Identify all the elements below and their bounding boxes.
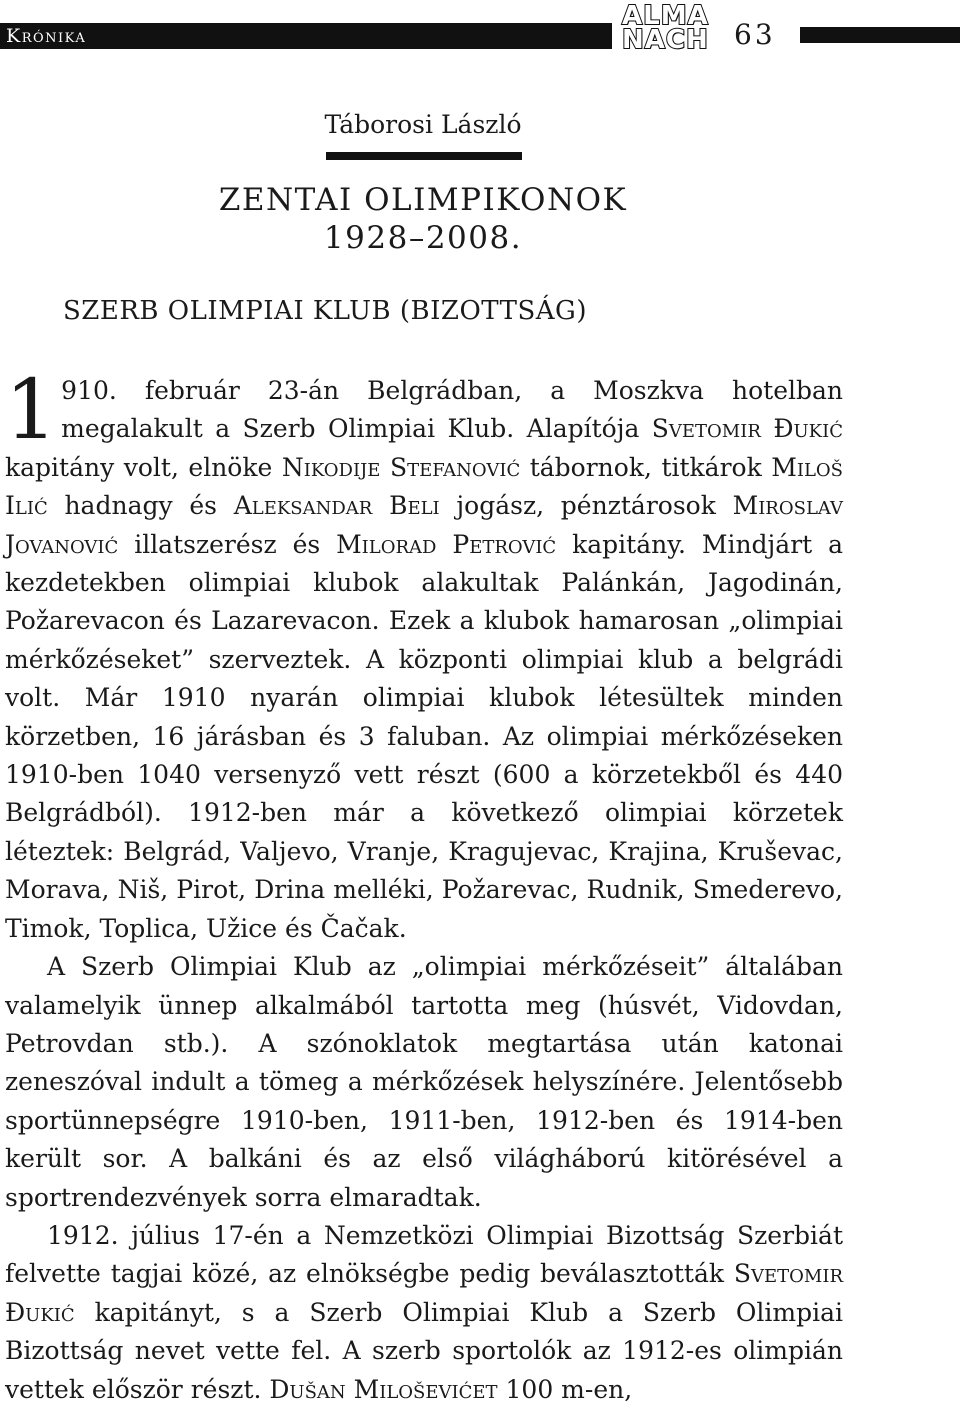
author-rule	[326, 152, 522, 160]
paragraph-3-text: 1912. július 17-én a Nemzetközi Olimpiai Bizottság Szerbiát felvette tagjai közé, az elnökségbe pedig beválasztották	[5, 1220, 843, 1289]
person-name: Miloš Ilić	[5, 452, 844, 521]
paragraph-1-text: hadnagy és	[47, 491, 234, 521]
person-name: Svetomir Đukić	[5, 1259, 843, 1327]
person-name: Nikodije Stefanović	[281, 452, 521, 482]
paragraph-1-text: 910. február 23-án Belgrádban, a Moszkva hotelban megalakult a Szerb Olimpiai Klub. Alapítója	[61, 376, 843, 444]
drop-cap: 1	[5, 363, 58, 458]
person-name: Dušan Miloševićet	[269, 1374, 498, 1404]
header-bar-right	[800, 27, 960, 43]
paragraph-2: A Szerb Olimpiai Klub az „olimpiai mérkőzéseit” általában valamelyik ünnep alkalmából tartotta meg (húsvét, Vidovdan, Petrovdan stb.). A szónoklatok megtartása után katonai zeneszóval indult a tömeg a mérkőzések helyszínére. Jelentősebb sportünnepségre 1910-ben, 1911-ben, 1912-ben és 1914-ben került sor. A balkáni és az első világháború kitörésével a sportrendezvények sorra elmaradtak.	[5, 952, 843, 1212]
paragraph-3-text: 100 m-en,	[497, 1374, 633, 1404]
paragraph-3-text: kapitányt, s a Szerb Olimpiai Klub a Szerb Olimpiai Bizottság nevet vette fel. A szerb sportolók az 1912-es olimpián vettek először részt.	[5, 1297, 843, 1404]
paragraph-1-text: jogász, pénztárosok	[439, 491, 733, 521]
title-line-2: 1928–2008.	[323, 220, 523, 256]
section-bar	[0, 23, 612, 49]
almanach-logo	[622, 1, 710, 64]
paragraph-1-text: illatszerész és	[118, 529, 337, 559]
author-name: Táborosi László	[324, 110, 522, 139]
paragraph-1	[5, 363, 844, 948]
article-title	[0, 181, 846, 257]
paragraph-1-text: kapitány. Mindjárt a kezdetekben olimpiai klubok alakultak Palánkán, Jagodinán, Požarevacon és Lazarevacon. Ezek a klubok hamarosan „olimpiai mérkőzéseket” szerveztek. A központi olimpiai klub a belgrádi volt. Már 1910 nyarán olimpiai klubok létesültek minden körzetben, 16 járásban és 3 faluban. Az olimpiai mérkőzéseken 1910-ben 1040 versenyző vett részt (600 a körzetekből és 440 Belgrádból). 1912-ben már a következő olimpiai körzetek léteztek: Belgrád, Valjevo, Vranje, Kragujevac, Krajina, Kruševac, Morava, Niš, Pirot, Drina melléki, Požarevac, Rudnik, Smederevo, Timok, Toplica, Užice és Čačak.	[5, 529, 843, 943]
logo-line-2: NACH	[622, 25, 709, 55]
paragraph-3	[5, 1217, 843, 1409]
person-name: Svetomir Đukić	[651, 414, 844, 444]
article-subtitle: SZERB OLIMPIAI KLUB (BIZOTTSÁG)	[63, 296, 587, 326]
title-line-1: ZENTAI OLIMPIKONOK	[218, 182, 628, 218]
person-name: Milorad Petrović	[336, 529, 557, 559]
paragraph-1-text: tábornok, titkárok	[520, 452, 772, 482]
article-body	[5, 363, 844, 1409]
running-header	[0, 1, 960, 55]
page-number: 63	[734, 18, 776, 51]
paragraph-1-text: kapitány volt, elnöke	[5, 452, 282, 482]
person-name: Aleksandar Beli	[233, 491, 440, 521]
section-label: Krónika	[6, 25, 87, 47]
logo-line-1: ALMA	[622, 1, 709, 31]
person-name: Miroslav Jovanović	[5, 491, 843, 559]
